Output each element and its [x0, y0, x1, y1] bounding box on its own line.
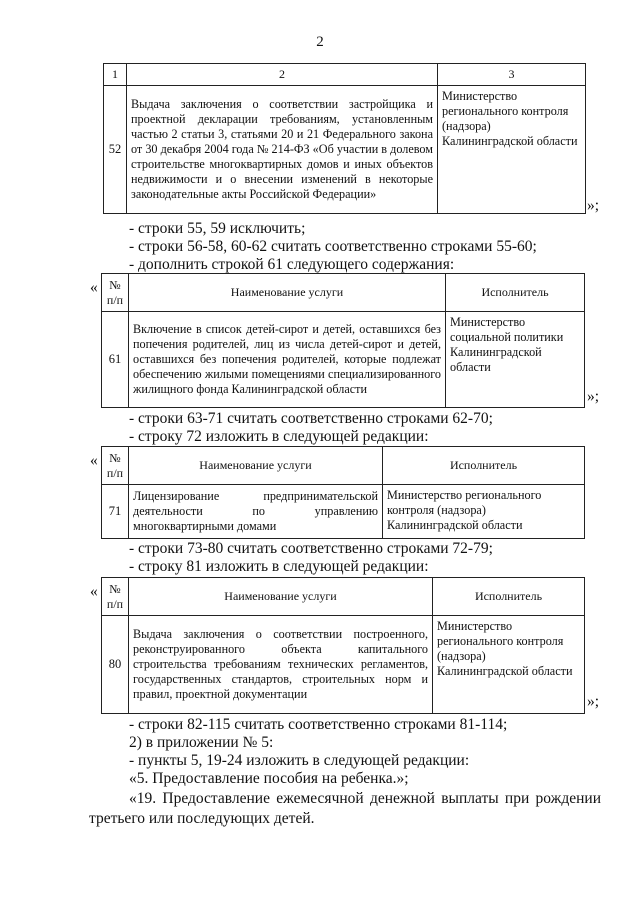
service-name: Выдача заключения о соответствии застройщика и проектной декларации требованиям, установленным частью 2 статьи 3, статьями 20 и 21 Федерального закона от 30 декабря 2004 года № 214-ФЗ «Об участии в долевом строительстве многоквартирных домов и иных объектов недвижимости и о внесении изменений в некоторые законодательные акты Российской Федерации» [127, 86, 438, 214]
paragraph-item-19: «19. Предоставление ежемесячной денежной выплаты при рождении третьего или последующих детей. [89, 790, 601, 827]
column-header: Исполнитель [383, 447, 585, 485]
text-line: - пункты 5, 19-24 изложить в следующей редакции: [129, 752, 470, 769]
row-number: 61 [102, 312, 129, 408]
column-header: 1 [104, 64, 127, 86]
column-header: 3 [438, 64, 586, 86]
service-executor: Министерство регионального контроля (надзора) Калининградской области [383, 485, 585, 539]
services-table-row-80 [101, 577, 585, 714]
services-table-row-61 [101, 273, 585, 408]
text-line: - строку 81 изложить в следующей редакции: [129, 558, 429, 575]
text-line: - строки 55, 59 исключить; [129, 220, 306, 237]
opening-quote: « [90, 279, 98, 296]
service-name: Включение в список детей-сирот и детей, оставшихся без попечения родителей, лиц из числа детей-сирот и детей, оставшихся без попечения родителей, которые подлежат обеспечению жилыми помещениями специализированного жилищного фонда Калининградской области [129, 312, 446, 408]
column-header: 2 [127, 64, 438, 86]
column-header: Наименование услуги [129, 578, 433, 616]
column-header: № п/п [102, 274, 129, 312]
column-header: Наименование услуги [129, 274, 446, 312]
opening-quote: « [90, 452, 98, 469]
text-line: - дополнить строкой 61 следующего содержания: [129, 256, 455, 273]
closing-quote: »; [587, 197, 600, 214]
text-line: - строку 72 изложить в следующей редакции: [129, 428, 429, 445]
opening-quote: « [90, 583, 98, 600]
text-line: - строки 56-58, 60-62 считать соответственно строками 55-60; [129, 238, 537, 255]
service-executor: Министерство социальной политики Калининградской области [446, 312, 585, 408]
text-line: - строки 73-80 считать соответственно строками 72-79; [129, 540, 493, 557]
column-header: № п/п [102, 578, 129, 616]
column-header: № п/п [102, 447, 129, 485]
column-header: Наименование услуги [129, 447, 383, 485]
closing-quote: »; [587, 388, 600, 405]
page-number: 2 [316, 34, 324, 50]
service-executor: Министерство регионального контроля (надзора) Калининградской области [433, 616, 585, 714]
service-executor: Министерство регионального контроля (надзора) Калининградской области [438, 86, 586, 214]
closing-quote: »; [587, 693, 600, 710]
row-number: 80 [102, 616, 129, 714]
services-table-row-52 [103, 63, 586, 214]
text-line: - строки 82-115 считать соответственно строками 81-114; [129, 716, 508, 733]
text-line: 2) в приложении № 5: [129, 734, 274, 751]
services-table-row-71 [101, 446, 585, 539]
service-name: Лицензирование предпринимательской деятельности по управлению многоквартирными домами [129, 485, 383, 539]
row-number: 71 [102, 485, 129, 539]
column-header: Исполнитель [446, 274, 585, 312]
service-name: Выдача заключения о соответствии построенного, реконструированного объекта капитального строительства требованиям технических регламентов, государственных стандартов, строительных норм и правил, проектной документации [129, 616, 433, 714]
row-number: 52 [104, 86, 127, 214]
text-line: - строки 63-71 считать соответственно строками 62-70; [129, 410, 493, 427]
text-line: «5. Предоставление пособия на ребенка.»; [129, 770, 409, 787]
column-header: Исполнитель [433, 578, 585, 616]
